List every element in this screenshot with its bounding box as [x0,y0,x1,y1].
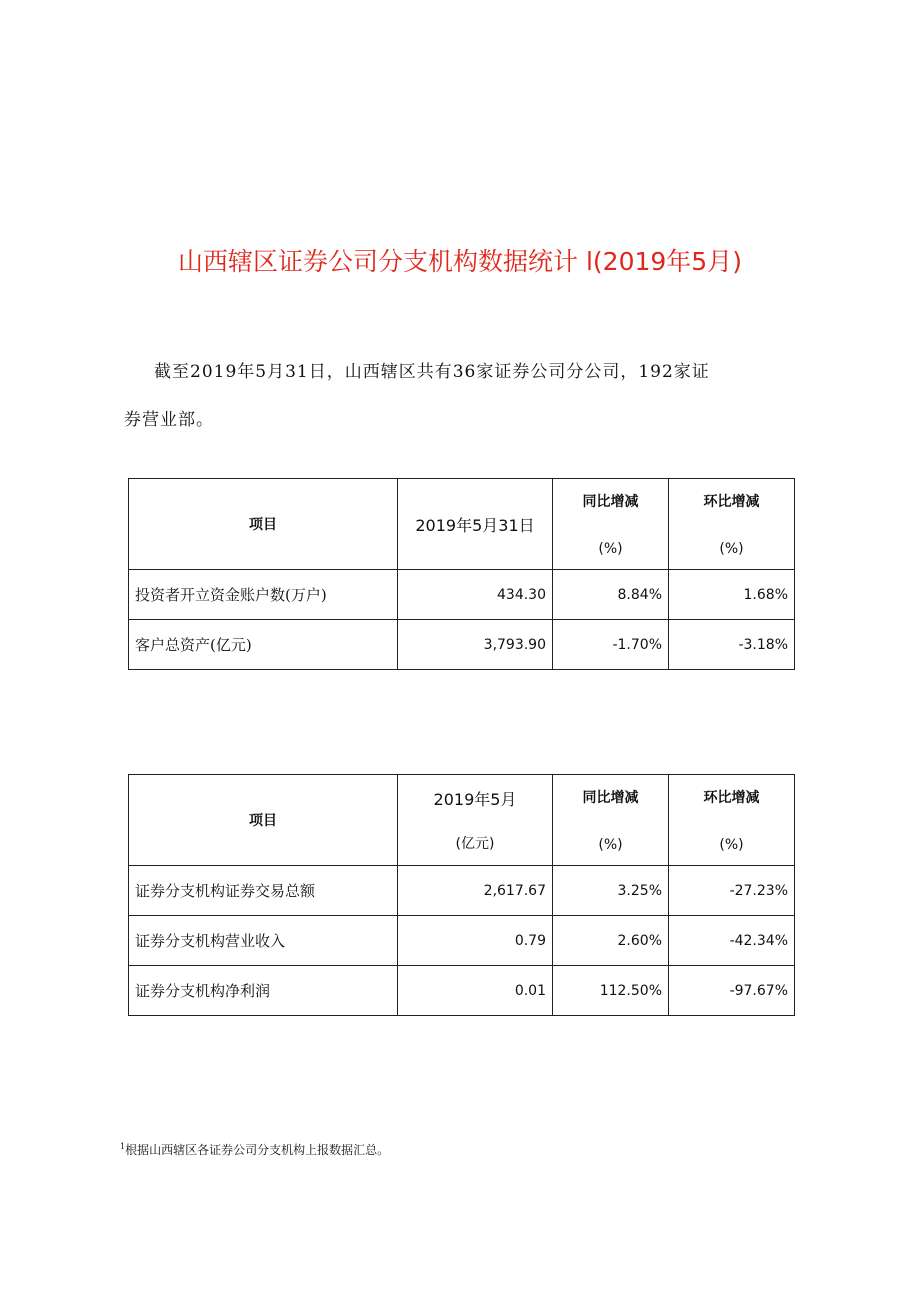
header-date-unit: (亿元) [455,836,495,852]
header-mom [669,479,795,570]
table-row [129,866,795,916]
row-value: 0.01 [398,966,553,1016]
table-row [129,916,795,966]
row-value: 434.30 [398,570,553,620]
header-date: 2019年5月31日 [398,479,553,570]
header-mom-unit: (%) [719,541,744,557]
header-mom [669,775,795,866]
row-value: 3,793.90 [398,620,553,670]
table-row [129,620,795,670]
row-yoy: 8.84% [553,570,669,620]
footnote-marker: 1 [120,1142,126,1151]
row-yoy: -1.70% [553,620,669,670]
row-value: 0.79 [398,916,553,966]
header-yoy-unit: (%) [598,837,623,853]
header-mom-unit: (%) [719,837,744,853]
intro-paragraph [124,348,804,444]
header-yoy-label: 同比增减 [582,494,639,510]
row-mom: -3.18% [669,620,795,670]
row-label: 证券分支机构证券交易总额 [129,866,398,916]
row-label: 客户总资产(亿元) [129,620,398,670]
header-yoy-label: 同比增减 [582,790,639,806]
row-label: 证券分支机构净利润 [129,966,398,1016]
intro-line-2: 券营业部。 [124,410,214,430]
table-header-row [129,775,795,866]
row-label: 投资者开立资金账户数(万户) [129,570,398,620]
row-yoy: 2.60% [553,916,669,966]
row-value: 2,617.67 [398,866,553,916]
intro-line-1: 截至2019年5月31日，山西辖区共有36家证券公司分公司，192家证 [154,362,710,382]
header-mom-label: 环比增减 [703,790,760,806]
header-date-label: 2019年5月 [433,790,517,809]
header-mom-label: 环比增减 [703,494,760,510]
table-header-row [129,479,795,570]
table-row [129,570,795,620]
branch-performance-table [128,774,795,1016]
table-row [129,966,795,1016]
header-item: 项目 [129,775,398,866]
footnote-text: 根据山西辖区各证券公司分支机构上报数据汇总。 [125,1143,390,1157]
account-asset-table [128,478,795,670]
row-mom: 1.68% [669,570,795,620]
row-label: 证券分支机构营业收入 [129,916,398,966]
header-yoy-unit: (%) [598,541,623,557]
row-yoy: 112.50% [553,966,669,1016]
row-yoy: 3.25% [553,866,669,916]
row-mom: -27.23% [669,866,795,916]
header-yoy [553,479,669,570]
row-mom: -97.67% [669,966,795,1016]
footnote [120,1141,389,1158]
row-mom: -42.34% [669,916,795,966]
header-yoy [553,775,669,866]
page-title: 山西辖区证券公司分支机构数据统计 l(2019年5月) [178,247,742,276]
header-date [398,775,553,866]
header-item: 项目 [129,479,398,570]
